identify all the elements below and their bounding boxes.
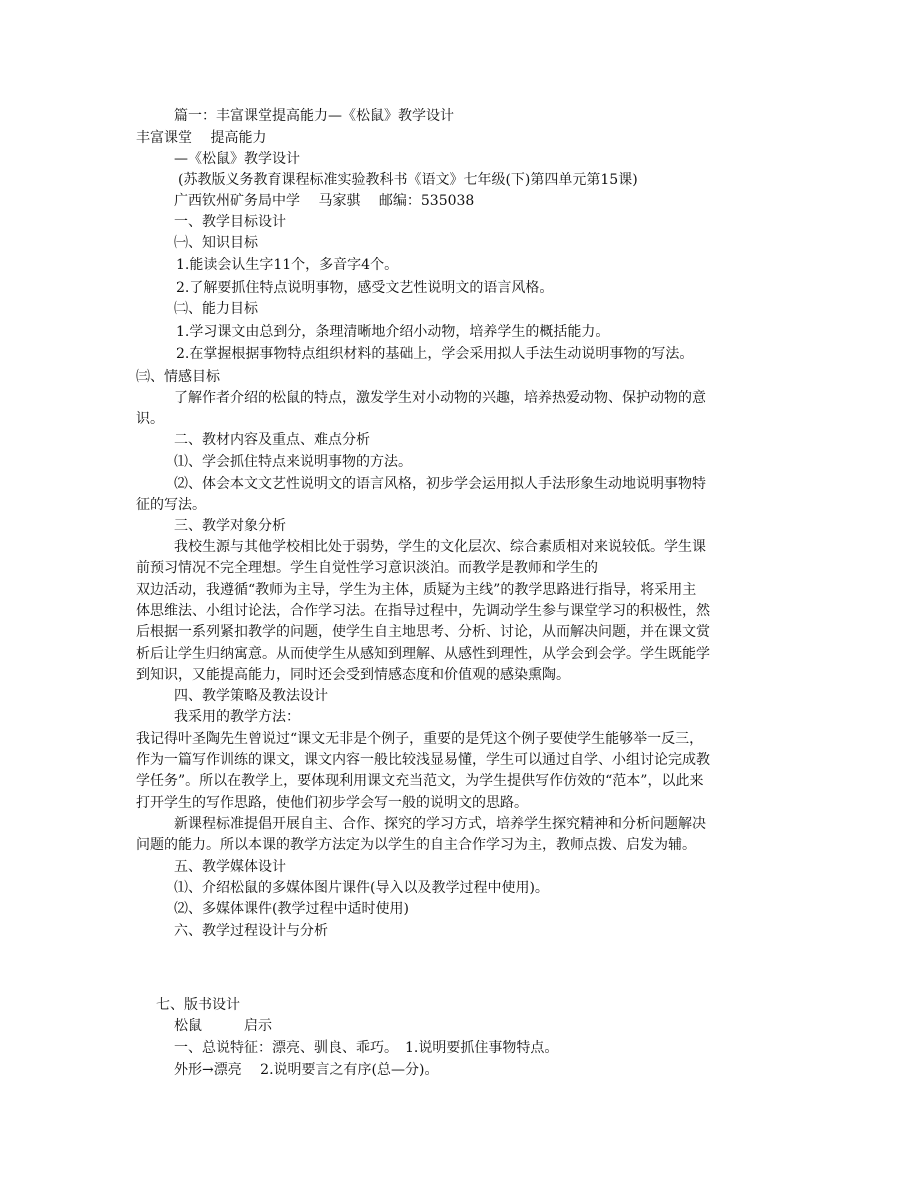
paragraph-line: 作为一篇写作训练的课文，课文内容一般比较浅显易懂，学生可以通过自学、小组讨论完成教 [136,752,710,768]
list-item: 1.学习课文由总到分，条理清晰地介绍小动物，培养学生的概括能力。 [176,324,610,340]
section-heading: 四、教学策略及教法设计 [174,688,328,704]
paragraph-line: 问题的能力。所以本课的教学方法定为以学生的自主合作学习为主，教师点拨、启发为辅。 [136,837,696,853]
subsection-heading: ㈢、情感目标 [136,369,220,385]
paragraph-line: 学任务”。所以在教学上，要体现利用课文充当范文，为学生提供写作仿效的“范本”，以此来 [136,773,704,789]
list-item: ⑵、多媒体课件(教学过程中适时使用) [174,901,409,917]
list-item: 1.能读会认生字11个，多音字4个。 [176,257,399,273]
paragraph-line: 后根据一系列紧扣教学的问题，使学生自主地思考、分析、讨论，从而解决问题，并在课文赏 [136,624,710,640]
sub-heading: —《松鼠》教学设计 [174,151,300,167]
author-line: 广西钦州矿务局中学 马家骐 邮编：535038 [174,193,475,209]
paragraph-line: 我校生源与其他学校相比处于弱势，学生的文化层次、综合素质相对来说较低。学生课 [174,539,706,555]
list-item: ⑵、体会本文文艺性说明文的语言风格，初步学会运用拟人手法形象生动地说明事物特 [174,476,706,492]
main-heading: 丰富课堂 提高能力 [136,130,267,146]
section-heading: 一、教学目标设计 [174,214,286,230]
paragraph-line: 到知识，又能提高能力，同时还会受到情感态度和价值观的感染熏陶。 [136,667,570,683]
section-heading: 二、教材内容及重点、难点分析 [174,432,370,448]
section-heading: 五、教学媒体设计 [174,859,286,875]
section-heading: 三、教学对象分析 [174,518,286,534]
paragraph-line: 双边活动，我遵循“教师为主导，学生为主体，质疑为主线”的教学思路进行指导，将采用主 [136,582,697,598]
paragraph-line: 识。 [136,411,164,427]
paragraph-line: 新课程标准提倡开展自主、合作、探究的学习方式，培养学生探究精神和分析问题解决 [174,816,706,832]
board-line: 松鼠 启示 [174,1018,272,1034]
paragraph-line: 我记得叶圣陶先生曾说过“课文无非是个例子，重要的是凭这个例子要使学生能够举一反三， [136,731,704,747]
paragraph-line: 我采用的教学方法： [174,709,300,725]
paragraph-line: 体思维法、小组讨论法，合作学习法。在指导过程中，先调动学生参与课堂学习的积极性，然 [136,603,710,619]
source-note: (苏教版义务教育课程标准实验教科书《语文》七年级(下)第四单元第15课) [178,172,638,188]
paragraph-line: 征的写法。 [136,497,206,513]
subsection-heading: ㈡、能力目标 [174,301,258,317]
list-item: ⑴、介绍松鼠的多媒体图片课件(导入以及教学过程中使用)。 [174,880,549,896]
board-line: 外形→漂亮 2.说明要言之有序(总—分)。 [174,1062,439,1078]
paragraph-line: 了解作者介绍的松鼠的特点，激发学生对小动物的兴趣，培养热爱动物、保护动物的意 [174,390,706,406]
document-title: 篇一：丰富课堂提高能力—《松鼠》教学设计 [174,108,454,124]
list-item: 2.了解要抓住特点说明事物，感受文艺性说明文的语言风格。 [176,280,554,296]
section-heading: 六、教学过程设计与分析 [174,923,328,939]
paragraph-line: 析后让学生归纳寓意。从而使学生从感知到理解、从感性到理性，从学会到会学。学生既能学 [136,646,710,662]
list-item: ⑴、学会抓住特点来说明事物的方法。 [174,454,412,470]
paragraph-line: 打开学生的写作思路，使他们初步学会写一般的说明文的思路。 [136,795,528,811]
paragraph-line: 前预习情况不完全理想。学生自觉性学习意识淡泊。而教学是教师和学生的 [136,560,598,576]
list-item: 2.在掌握根据事物特点组织材料的基础上，学会采用拟人手法生动说明事物的写法。 [176,346,694,362]
subsection-heading: ㈠、知识目标 [174,235,258,251]
section-heading: 七、版书设计 [156,997,240,1013]
board-line: 一、总说特征：漂亮、驯良、乖巧。 1.说明要抓住事物特点。 [174,1040,559,1056]
